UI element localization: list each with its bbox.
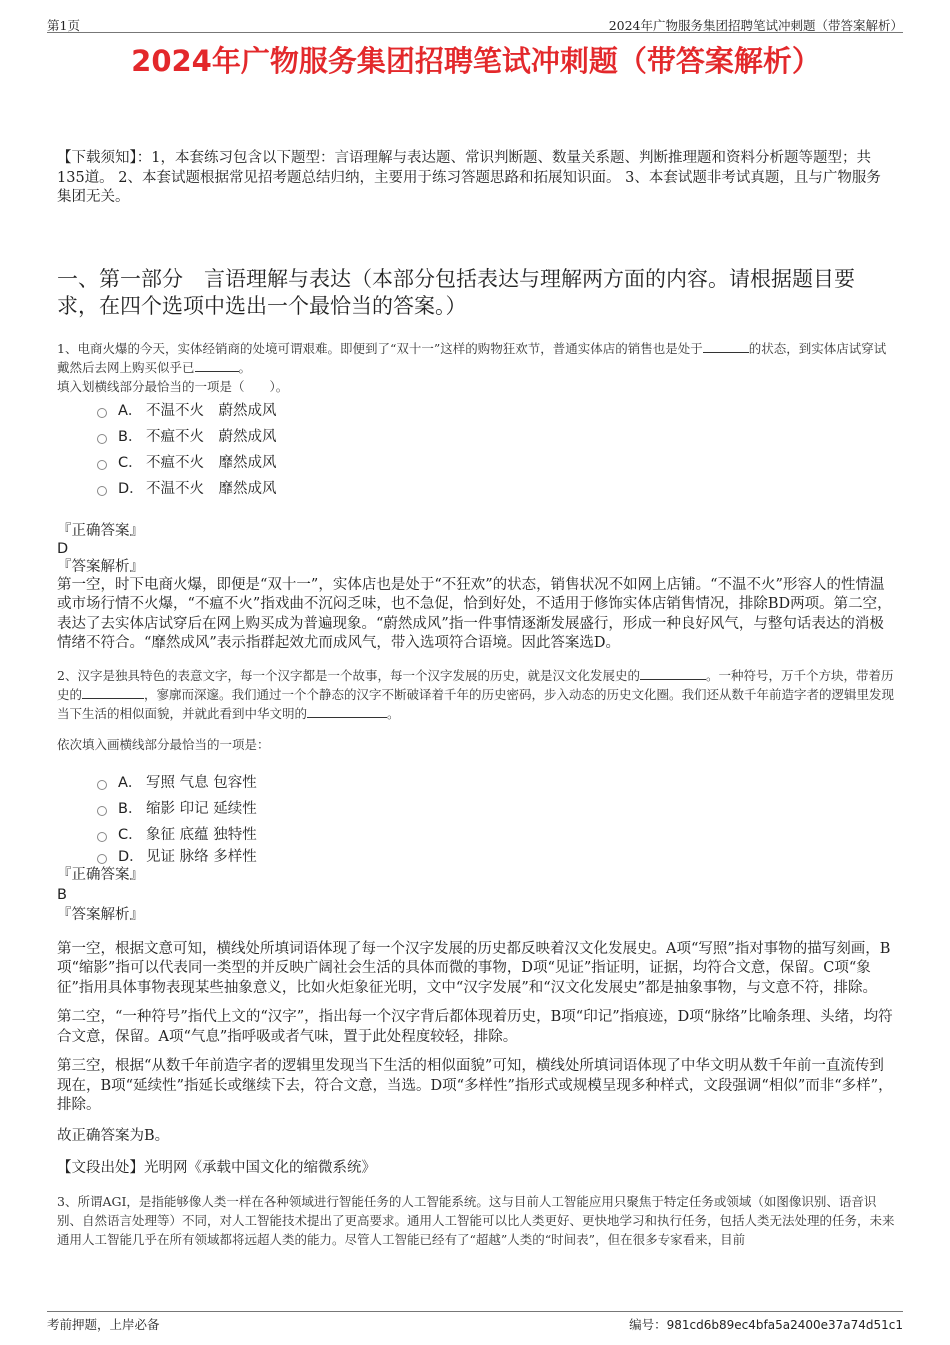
analysis-paragraph: 故正确答案为B。 [57,1127,170,1144]
document-body [57,42,895,1268]
q1-stem-b: 的状态，到实体店试穿试戴然后去网上购买似乎已 [57,340,887,375]
answer-value: B [57,886,67,903]
option-text: 象征 底蕴 独特性 [146,826,257,843]
option-text: 缩影 印记 延续性 [146,800,257,817]
option-a[interactable] [97,770,895,796]
footer-code [629,1315,903,1333]
header-doc-title: 2024年广物服务集团招聘笔试冲刺题（带答案解析） [608,18,903,33]
blank [195,359,239,372]
radio-icon[interactable] [97,854,107,864]
option-letter: D． [118,848,144,865]
q1-stem-a: 1、电商火爆的今天，实体经销商的处境可谓艰难。即便到了“双十一”这样的购物狂欢节，普通实体店的销售也是处于 [57,340,703,356]
option-text: 见证 脉络 多样性 [146,848,257,865]
option-letter: C． [118,826,143,843]
q2-stem-b: 。一种符号，万千个方块，带着历史的 [57,667,894,702]
analysis-paragraph: 第三空，根据“从数千年前造字者的逻辑里发现当下生活的相似面貌”可知，横线处所填词语体现了中华文明从数千年前一直流传到现在，B项“延续性”指延长或继续下去，符合文意，当选。D项“多样性”指形式或规模呈现多种样式，文段强调“相似”而非“多样”，排除。 [57,1058,893,1113]
radio-icon[interactable] [97,486,107,496]
page-footer [47,1311,903,1330]
option-text: 不温不火 蔚然成风 [146,402,277,419]
option-letter: D． [118,480,144,497]
footer-slogan: 考前押题，上岸必备 [47,1317,160,1332]
question-2-stem [57,666,895,723]
blank [82,686,144,699]
q2-stem-a: 2、汉字是独具特色的表意文字，每一个汉字都是一个故事，每一个汉字发展的历史，就是汉文化发展史的 [57,667,640,683]
answer-label: 『正确答案』 [57,866,144,883]
option-letter: A． [118,774,143,791]
option-d[interactable] [97,848,895,866]
option-letter: A． [118,402,143,419]
option-d[interactable] [97,476,895,502]
question-2-prompt: 依次填入画横线部分最恰当的一项是： [57,736,270,752]
q2-stem-d: 。 [387,705,400,721]
page-number: 第1页 [47,18,80,33]
section-heading: 一、第一部分 言语理解与表达（本部分包括表达与理解两方面的内容。请根据题目要求，在四个选项中选出一个最恰当的答案。） [57,266,855,318]
question-2-options [97,770,895,866]
code-value: 981cd6b89ec4bfa5a2400e37a74d51c1 [666,1318,903,1332]
option-b[interactable] [97,424,895,450]
radio-icon[interactable] [97,780,107,790]
analysis-paragraph: 第二空，“一种符号”指代上文的“汉字”，指出每一个汉字背后都体现着历史，B项“印记”指痕迹，D项“脉络”比喻条理、头绪，均符合文意，保留。A项“气息”指呼吸或者气味，置于此处程度较轻，排除。 [57,1009,893,1045]
analysis-paragraph: 第一空，根据文意可知，横线处所填词语体现了每一个汉字发展的历史都反映着汉文化发展史。A项“写照”指对事物的描写刻画，B项“缩影”指可以代表同一类型的并反映广阔社会生活的具体而微的事物，D项“见证”指证明，证据，均符合文意，保留。C项“象征”指用具体事物表现某些抽象意义，比如火炬象征光明，文中“汉字发展”和“汉文化发展史”都是抽象事物，与文意不符，排除。 [57,940,891,996]
option-a[interactable] [97,398,895,424]
option-b[interactable] [97,796,895,822]
q2-stem-c: ，寥廓而深邃。我们通过一个个静态的汉字不断破译着千年的历史密码，步入动态的历史文化圈。我们还从数千年前造字者的逻辑里发现当下生活的相似面貌，并就此看到中华文明的 [57,686,895,721]
page-header [47,14,903,33]
analysis-label: 『答案解析』 [57,906,144,923]
blank [703,340,749,353]
answer-label: 『正确答案』 [57,522,144,539]
radio-icon[interactable] [97,460,107,470]
question-3-stem: 3、所谓AGI，是指能够像人类一样在各种领域进行智能任务的人工智能系统。这与目前人工智能应用只聚焦于特定任务或领域（如图像识别、语音识别、自然语言处理等）不同，对人工智能技术提出了更高要求。通用人工智能可以比人类更好、更快地学习和执行任务，包括人类无法处理的任务，未来通用人工智能几乎在所有领域都将远超人类的能力。尽管人工智能已经有了“超越”人类的“时间表”，但在很多专家看来，目前 [57,1193,895,1247]
code-label: 编号： [629,1317,667,1332]
option-text: 不温不火 靡然成风 [146,480,277,497]
option-c[interactable] [97,450,895,476]
question-1-prompt: 填入划横线部分最恰当的一项是（ ）。 [57,378,289,394]
q1-stem-c: 。 [238,359,252,375]
question-1-stem [57,339,895,377]
analysis-label: 『答案解析』 [57,558,144,575]
option-text: 写照 气息 包容性 [146,774,257,791]
option-letter: C． [118,454,143,471]
source-note: 【文段出处】光明网《承载中国文化的缩微系统》 [57,1160,376,1176]
question-1-options [97,398,895,502]
analysis-text: 第一空，时下电商火爆，即便是“双十一”，实体店也是处于“不狂欢”的状态，销售状况不如网上店铺。“不温不火”形容人的性情温或市场行情不火爆，“不瘟不火”指戏曲不沉闷乏味，也不急促，恰到好处，不适用于修饰实体店销售情况，排除BD两项。第二空，表达了去实体店试穿后在网上购买成为普遍现象。“蔚然成风”指一件事情逐渐发展盛行，形成一种良好风气，与整句话表达的消极情绪不符合。“靡然成风”表示指群起效尤而成风气，带入选项符合语境。因此答案选D。 [57,576,892,651]
option-text: 不瘟不火 靡然成风 [146,454,277,471]
blank [640,667,706,680]
radio-icon[interactable] [97,408,107,418]
option-text: 不瘟不火 蔚然成风 [146,428,277,445]
radio-icon[interactable] [97,434,107,444]
document-title: 2024年广物服务集团招聘笔试冲刺题（带答案解析） [131,44,821,78]
download-notice: 【下载须知】：1，本套练习包含以下题型：言语理解与表达题、常识判断题、数量关系题、判断推理题和资料分析题等题型；共135道。 2、本套试题根据常见招考题总结归纳，主要用于练习答题思路和拓展知识面。 3、本套试题非考试真题，且与广物服务集团无关。 [57,150,881,205]
answer-value: D [57,540,69,557]
radio-icon[interactable] [97,832,107,842]
radio-icon[interactable] [97,806,107,816]
blank [307,705,387,718]
option-letter: B． [118,428,143,445]
option-letter: B． [118,800,143,817]
